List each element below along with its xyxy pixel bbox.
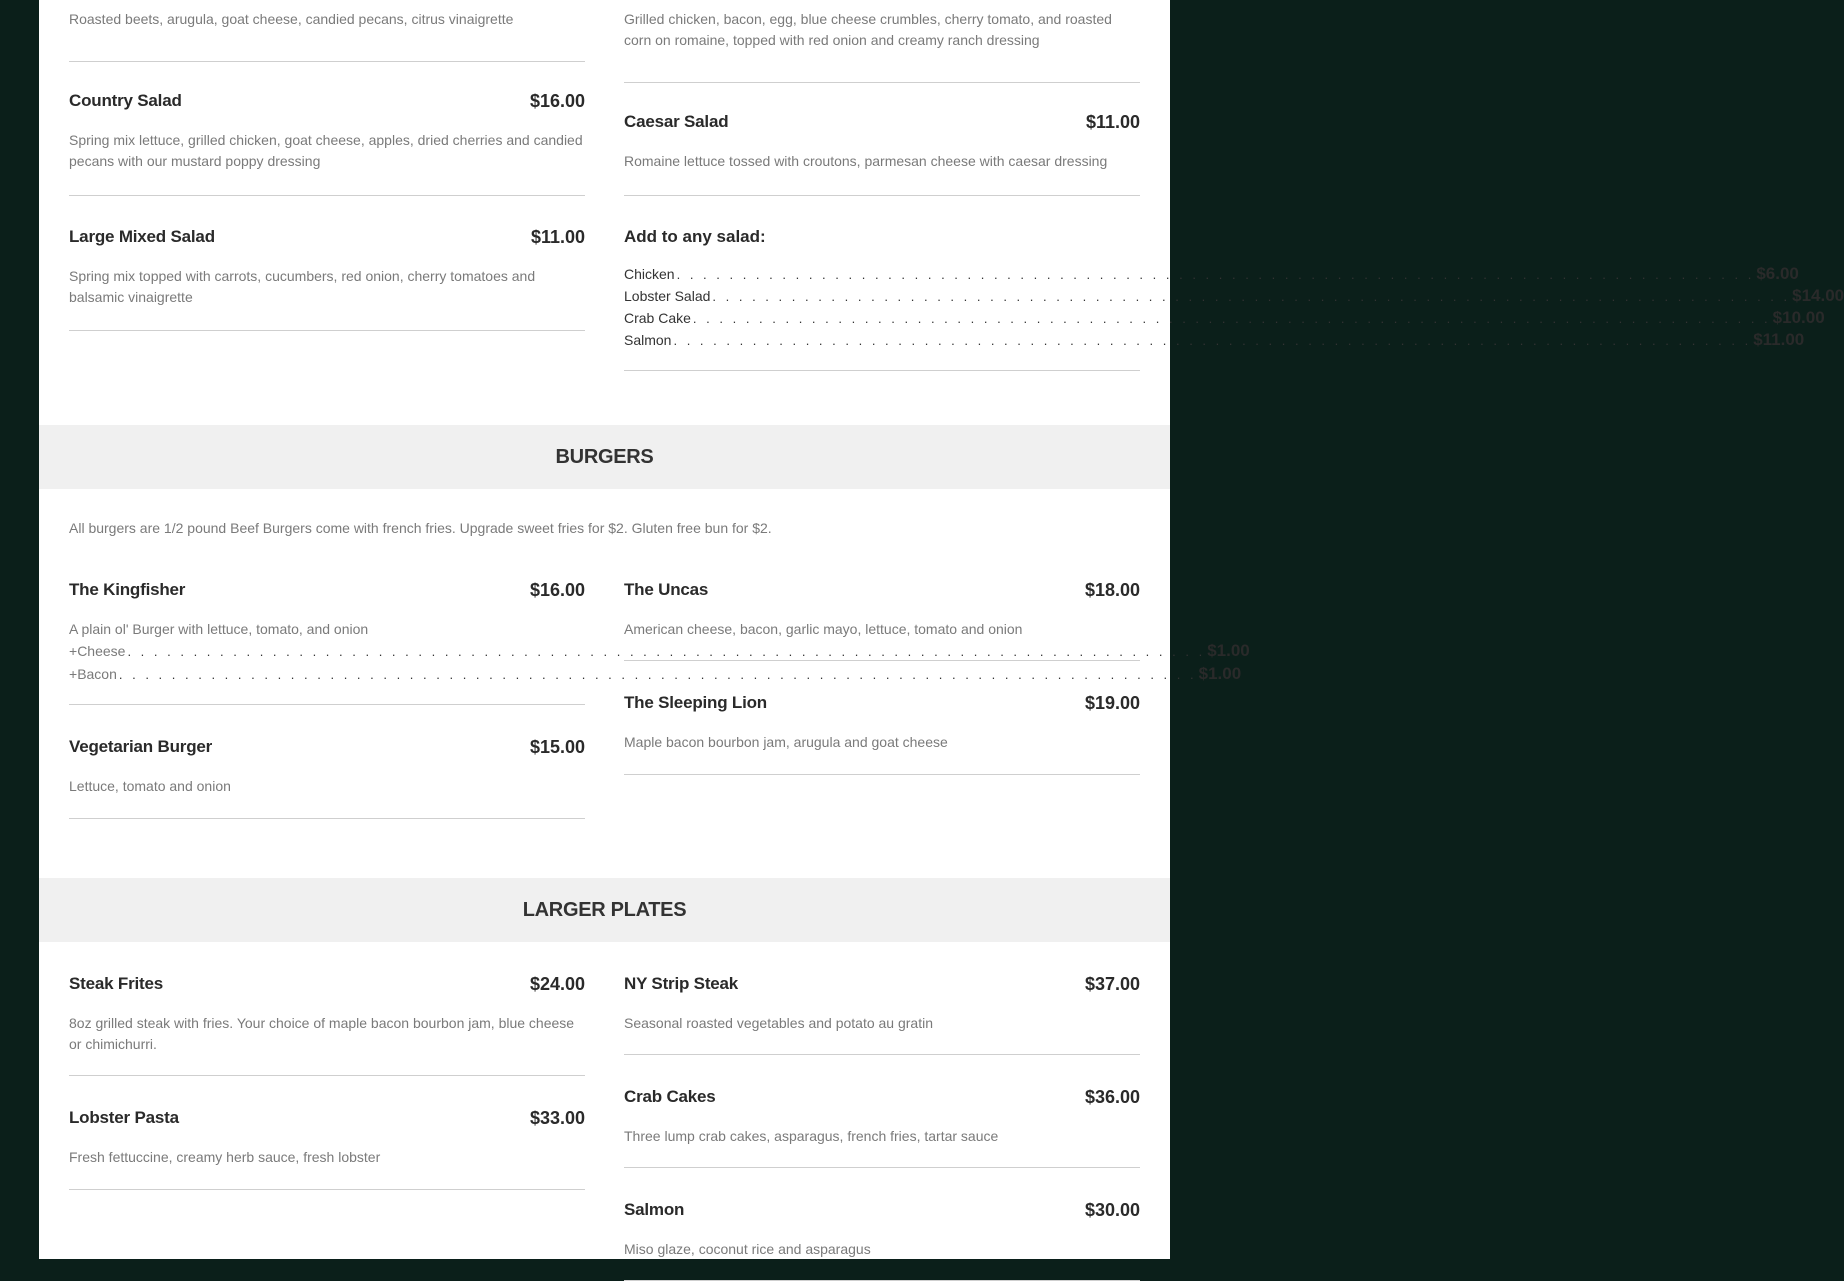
item-price: $16.00 <box>529 580 585 600</box>
menu-page <box>39 0 1844 1259</box>
addon-price: $11.00 <box>1753 330 1805 349</box>
item-description: Miso glaze, coconut rice and asparagus <box>624 1241 871 1257</box>
item-description: Fresh fettuccine, creamy herb sauce, fresh lobster <box>69 1149 381 1165</box>
larger-plates-right-column <box>624 974 1140 1281</box>
item-description: Seasonal roasted vegetables and potato au gratin <box>624 1015 934 1031</box>
addon-label: Crab Cake <box>624 310 691 326</box>
section-header-burgers <box>39 425 1170 489</box>
item-name: Country Salad <box>69 91 182 110</box>
item-description: 8oz grilled steak with fries. Your choice of maple bacon bourbon jam, blue cheese or chimichurri. <box>69 1015 575 1052</box>
addon-price: $14.00 <box>1792 286 1844 305</box>
menu-item <box>69 9 585 62</box>
addon-row <box>624 263 1799 285</box>
dot-leader: . . . . . . . . . . . . . . . . . . . . . . . . . . . . . . . . . . . . . . . . . . . . . . . . . . . . . . . . . . . . . . . . . . . . . . . . . . . . . . . . . . <box>118 667 1197 682</box>
menu-item <box>624 1200 1140 1281</box>
item-price: $19.00 <box>1084 693 1140 713</box>
plus-icon: + <box>69 643 78 659</box>
section-title: BURGERS <box>555 445 654 468</box>
dot-leader: . . . . . . . . . . . . . . . . . . . . . . . . . . . . . . . . . . . . . . . . . . . . . . . . . . . . . . . . . . . . . . . . . . . . . . . . . . . . . . . . . . <box>673 333 1752 348</box>
menu-item <box>69 227 585 331</box>
item-price: $11.00 <box>1085 112 1140 132</box>
extra-row <box>69 640 1250 663</box>
menu-item <box>624 1087 1140 1168</box>
menu-item <box>624 580 1140 661</box>
item-name: Vegetarian Burger <box>69 737 213 756</box>
addon-price: $6.00 <box>1756 264 1799 283</box>
item-description: Spring mix lettuce, grilled chicken, goat cheese, apples, dried cherries and candied pecans with our mustard poppy dressing <box>69 132 583 169</box>
item-price: $18.00 <box>1084 580 1140 600</box>
item-description: American cheese, bacon, garlic mayo, lettuce, tomato and onion <box>624 621 1023 637</box>
menu-item <box>69 737 585 819</box>
item-name: Steak Frites <box>69 974 163 993</box>
salads-right-column <box>624 0 1844 371</box>
salads-left-column <box>69 0 585 331</box>
extra-price: $1.00 <box>1198 664 1242 683</box>
addon-label: Chicken <box>624 266 675 282</box>
item-price: $24.00 <box>529 974 585 994</box>
item-description: Grilled chicken, bacon, egg, blue cheese crumbles, cherry tomato, and roasted corn on romaine, topped with red onion and creamy ranch dressing <box>624 11 1112 48</box>
menu-item <box>624 112 1140 196</box>
item-price: $11.00 <box>530 227 585 247</box>
addon-row <box>624 307 1825 329</box>
addon-price: $10.00 <box>1772 308 1825 327</box>
item-price: $15.00 <box>529 737 585 757</box>
addon-row <box>624 285 1844 307</box>
addon-label: Salmon <box>624 332 672 348</box>
item-name: Salmon <box>624 1200 685 1219</box>
item-name: NY Strip Steak <box>624 974 739 993</box>
salad-addons <box>624 227 1844 371</box>
dot-leader: . . . . . . . . . . . . . . . . . . . . . . . . . . . . . . . . . . . . . . . . . . . . . . . . . . . . . . . . . . . . . . . . . . . . . . . . . . . . . . . . . . <box>712 289 1791 304</box>
item-description: Lettuce, tomato and onion <box>69 778 231 794</box>
item-description: A plain ol' Burger with lettuce, tomato, and onion <box>69 621 369 637</box>
item-name: Crab Cakes <box>624 1087 716 1106</box>
item-price: $16.00 <box>529 91 585 111</box>
item-description: Roasted beets, arugula, goat cheese, candied pecans, citrus vinaigrette <box>69 11 514 27</box>
item-name: Large Mixed Salad <box>69 227 215 246</box>
extra-label: Cheese <box>77 643 126 659</box>
dot-leader: . . . . . . . . . . . . . . . . . . . . . . . . . . . . . . . . . . . . . . . . . . . . . . . . . . . . . . . . . . . . . . . . . . . . . . . . . . . . . . . . . . <box>676 267 1755 282</box>
dot-leader: . . . . . . . . . . . . . . . . . . . . . . . . . . . . . . . . . . . . . . . . . . . . . . . . . . . . . . . . . . . . . . . . . . . . . . . . . . . . . . . . . . <box>127 644 1206 659</box>
extra-price: $1.00 <box>1207 641 1250 660</box>
menu-item <box>624 693 1140 775</box>
section-note: All burgers are 1/2 pound Beef Burgers come with french fries. Upgrade sweet fries for $2. Gluten free bun for $2. <box>69 520 772 536</box>
item-price: $37.00 <box>1084 974 1140 994</box>
item-name: The Uncas <box>624 580 709 599</box>
item-price: $30.00 <box>1084 1200 1140 1220</box>
menu-item <box>624 974 1140 1055</box>
menu-item <box>69 91 585 196</box>
addon-row <box>624 329 1805 351</box>
item-price: $36.00 <box>1084 1087 1140 1107</box>
addon-label: Lobster Salad <box>624 288 711 304</box>
item-description: Spring mix topped with carrots, cucumbers, red onion, cherry tomatoes and balsamic vinaigrette <box>69 268 536 305</box>
burgers-right-column <box>624 580 1140 775</box>
menu-item <box>69 974 585 1076</box>
extra-label: Bacon <box>77 666 117 682</box>
item-name: The Kingfisher <box>69 580 186 599</box>
plus-icon: + <box>69 666 78 682</box>
menu-item <box>69 1108 585 1190</box>
menu-item <box>624 9 1140 83</box>
item-description: Maple bacon bourbon jam, arugula and goat cheese <box>624 734 948 750</box>
item-name: Lobster Pasta <box>69 1108 179 1127</box>
item-description: Three lump crab cakes, asparagus, french fries, tartar sauce <box>624 1128 999 1144</box>
item-name: The Sleeping Lion <box>624 693 767 712</box>
section-header-larger-plates <box>39 878 1170 942</box>
dot-leader: . . . . . . . . . . . . . . . . . . . . . . . . . . . . . . . . . . . . . . . . . . . . . . . . . . . . . . . . . . . . . . . . . . . . . . . . . . . . . . . . . . <box>692 311 1771 326</box>
item-price: $33.00 <box>529 1108 585 1128</box>
extra-row <box>69 663 1242 686</box>
addons-title: Add to any salad: <box>624 227 766 246</box>
item-description: Romaine lettuce tossed with croutons, parmesan cheese with caesar dressing <box>624 153 1108 169</box>
larger-plates-left-column <box>69 974 585 1190</box>
item-name: Caesar Salad <box>624 112 729 131</box>
section-title: LARGER PLATES <box>522 898 687 921</box>
